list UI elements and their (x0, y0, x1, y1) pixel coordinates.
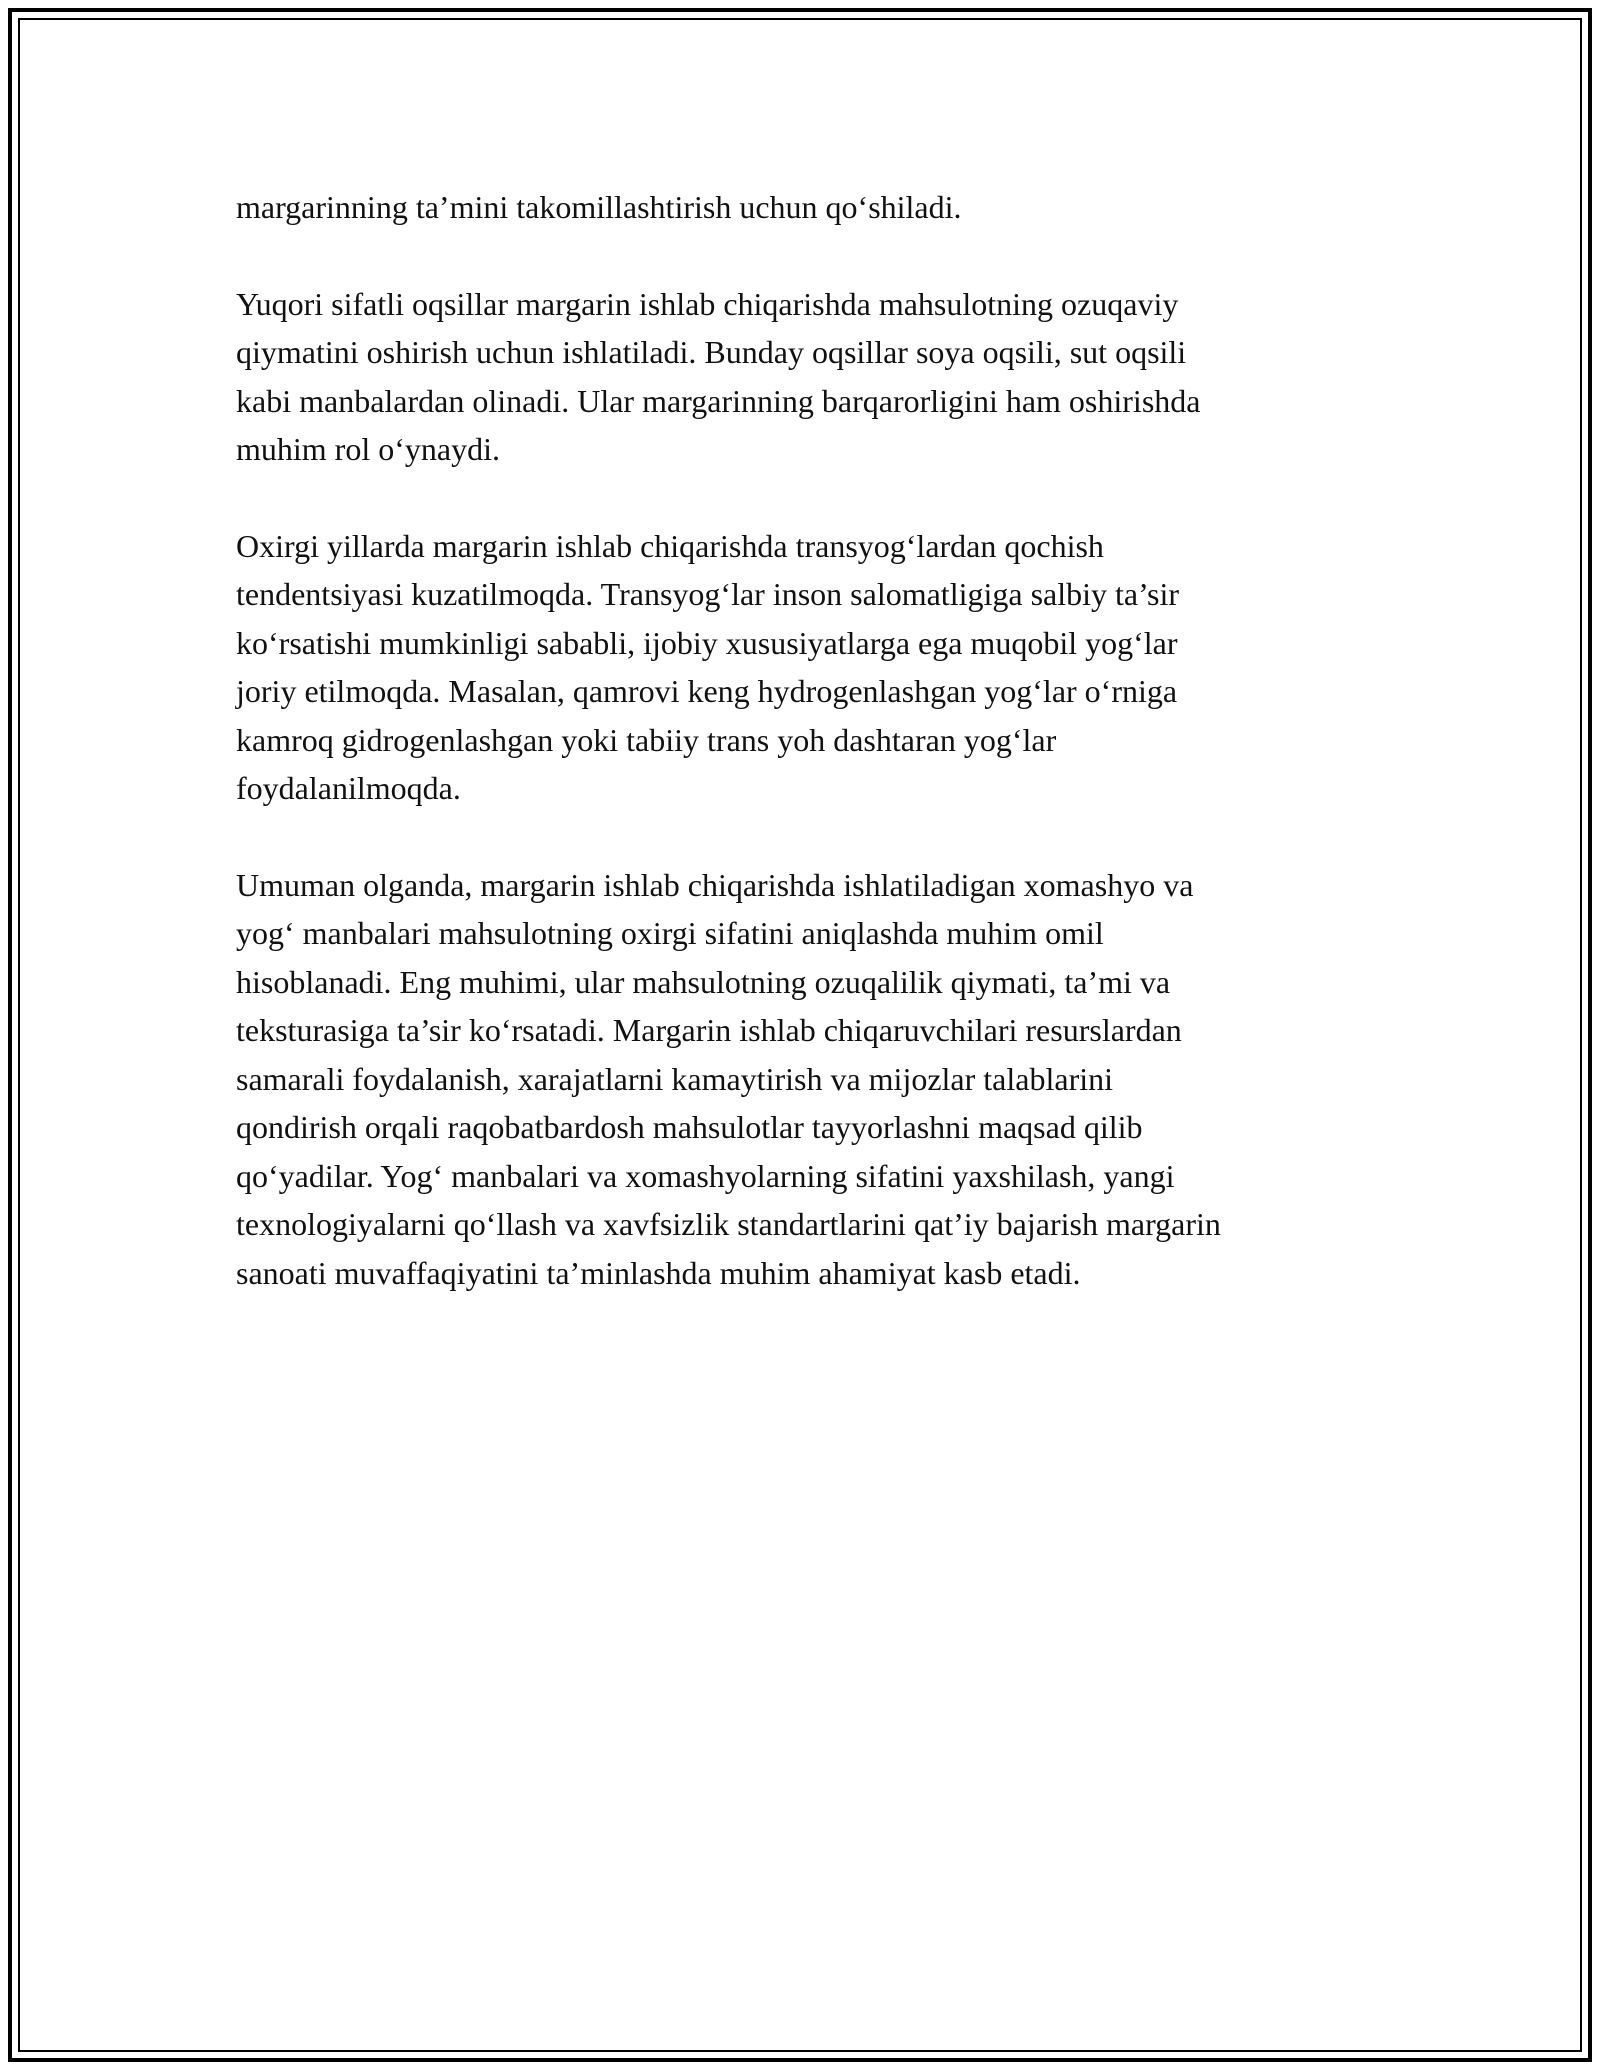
paragraph-continuation: margarinning ta’mini takomillashtirish uchun qo‘shiladi. (236, 189, 962, 225)
paragraph-proteins: Yuqori sifatli oqsillar margarin ishlab chiqarishda mahsulotning ozuqaviy qiymatini oshirish uchun ishlatiladi. Bunday oqsillar soya oqsili, sut oqsili kabi manbalardan olinadi. Ular margarinning barqarorligini ham oshirishda muhim rol o‘ynaydi. (236, 285, 1201, 467)
paragraph-trans-fats: Oxirgi yillarda margarin ishlab chiqarishda transyog‘lardan qochish tendentsiyasi kuzatilmoqda. Transyog‘lar inson salomatligiga salbiy ta’sir ko‘rsatishi mumkinligi sababli, ijobiy xususiyatlarga ega muqobil yog‘lar joriy etilmoqda. Masalan, qamrovi keng hydrogenlashgan yog‘lar o‘rniga kamroq gidrogenlashgan yoki tabiiy trans yoh dashtaran yog‘lar foydalanilmoqda. (236, 527, 1179, 806)
paragraph-conclusion: Umuman olganda, margarin ishlab chiqarishda ishlatiladigan xomashyo va yog‘ manbalari mahsulotning oxirgi sifatini aniqlashda muhim omil hisoblanadi. Eng muhimi, ular mahsulotning ozuqalilik qiymati, ta’mi va teksturasiga ta’sir ko‘rsatadi. Margarin ishlab chiqaruvchilari resurslardan samarali foydalanish, xarajatlarni kamaytirish va mijozlar talablarini qondirish orqali raqobatbardosh mahsulotlar tayyorlashni maqsad qilib qo‘yadilar. Yog‘ manbalari va xomashyolarning sifatini yaxshilash, yangi texnologiyalarni qo‘llash va xavfsizlik standartlarini qat’iy bajarish margarin sanoati muvaffaqiyatini ta’minlashda muhim ahamiyat kasb etadi. (236, 866, 1221, 1291)
document-body (236, 183, 1376, 1345)
